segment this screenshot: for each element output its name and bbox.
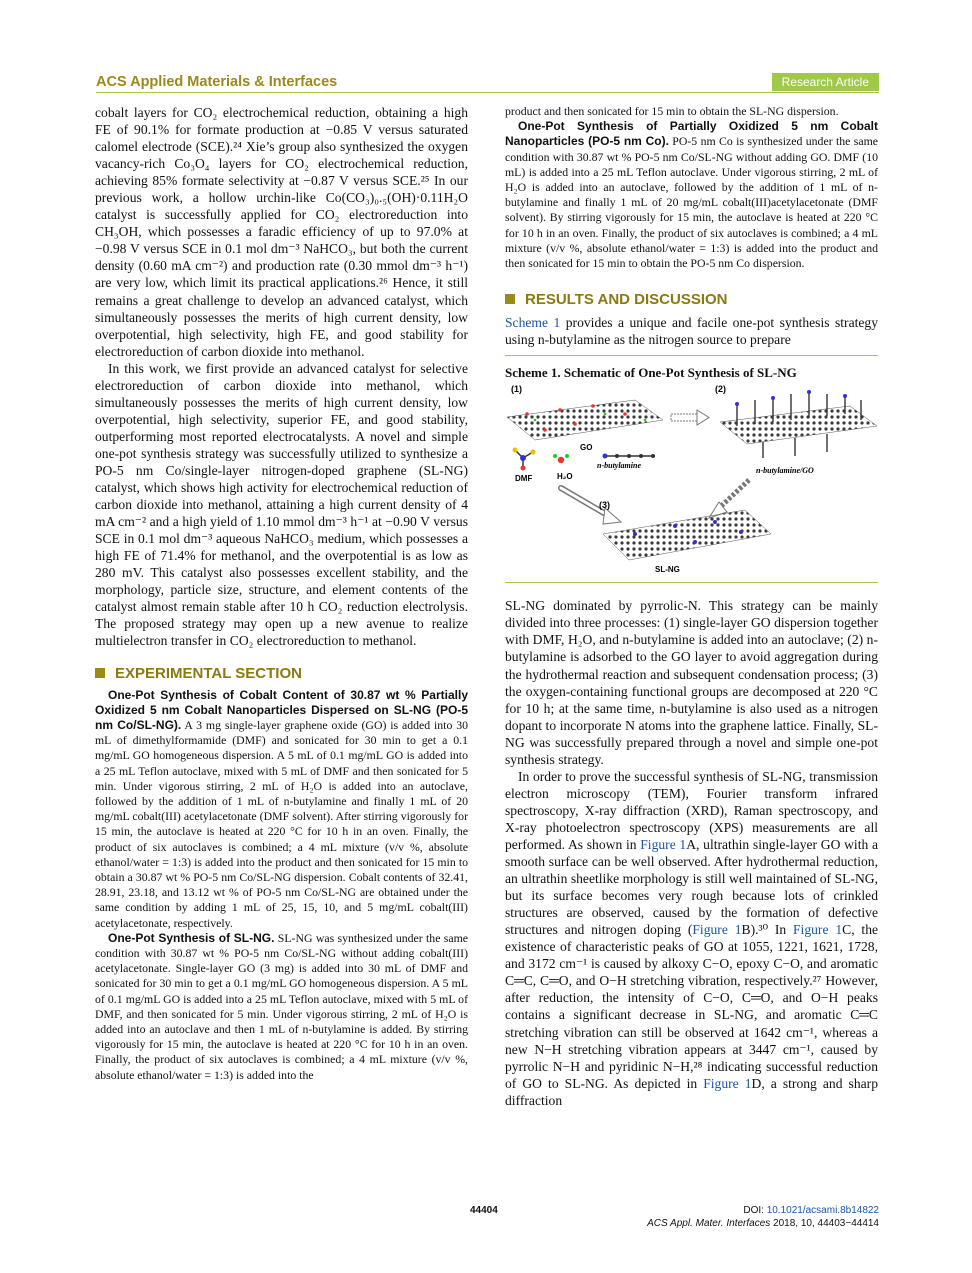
citation-journal: ACS Appl. Mater. Interfaces [647, 1218, 771, 1229]
scheme-caption: Scheme 1. Schematic of One-Pot Synthesis of SL-NG [505, 365, 797, 381]
scheme-link[interactable]: Scheme 1 [505, 315, 561, 331]
experimental-paragraph-3: One-Pot Synthesis of Partially Oxidized 5 nm Cobalt Nanoparticles (PO-5 nm Co). PO-5 nm Co is synthesized under the same condition with 30.87 wt % PO-5 nm Co/SL-NG without adding GO. DMF (10 mL) is added into a 25 mL Teflon autoclave. Under vigorous stirring, 2 mL of H₂O is added into an autoclave, followed by the addition of 1 mL of n-butylamine and finally 1 mL of 20 mg/mL cobalt(III)acetylacetonate (DMF solvent). By stirring vigorously for 15 min, the autoclave is heated at 220 °C for 10 h in an oven. Finally, the product of six autoclaves is combined; a 4 mL mixture (v/v %, absolute ethanol/water = 1:3) is added into the product and then sonicated for 15 min to obtain the PO-5 nm Co dispersion. [505, 119, 878, 271]
go-sheet [507, 400, 663, 440]
journal-title: ACS Applied Materials & Interfaces [96, 74, 338, 90]
doi-link[interactable]: 10.1021/acsami.8b14822 [766, 1205, 879, 1216]
results-paragraph-1: Scheme 1 provides a unique and facile one-pot synthesis strategy using n-butylamine as the nitrogen source to prepare [505, 315, 879, 348]
arrow-down-left-icon [561, 488, 621, 524]
arrow-right-icon [671, 410, 709, 425]
figure-link[interactable]: Figure 1 [692, 922, 742, 938]
figure-link[interactable]: Figure 1 [793, 922, 843, 938]
scheme-illustration [505, 384, 878, 579]
results-heading: RESULTS AND DISCUSSION [505, 291, 878, 308]
dmf-molecule [513, 448, 536, 471]
nbutylamine-go-label: n-butylamine/GO [756, 466, 814, 476]
results-paragraph-2: SL-NG dominated by pyrrolic-N. This strategy can be mainly divided into three processes: (1) single-layer GO dispersion together with DMF, H₂O, and n-butylamine is added into an autoclave; (2) n-butylamine is adsorbed to the GO layer to avoid aggregation during the hydrothermal reaction and subsequent condensation process; (3) the oxygen-containing functional groups are decomposed at 220 °C for 10 h; at the same time, n-butylamine is also used as a nitrogen dopant to incorporate N atoms into the graphene lattice. Finally, SL-NG was successfully prepared through a novel and simple one-pot synthesis strategy. [505, 598, 878, 767]
journal-header [96, 74, 879, 92]
scheme-1 [505, 355, 878, 583]
header-rule [96, 92, 879, 93]
section-square-icon [95, 668, 105, 678]
nbutylamine-label: n-butylamine [597, 461, 642, 471]
step-1-label: (1) [511, 384, 522, 395]
left-column [95, 104, 468, 1083]
run-in-title: One-Pot Synthesis of Partially Oxidized 5 nm Cobalt Nanoparticles (PO-5 nm Co). [505, 119, 878, 149]
figure-link[interactable]: Figure 1 [703, 1075, 752, 1091]
figure-link[interactable]: Figure 1 [640, 836, 687, 852]
step-2-label: (2) [715, 384, 726, 395]
page-number: 44404 [470, 1205, 498, 1216]
experimental-paragraph-1: One-Pot Synthesis of Cobalt Content of 30.87 wt % Partially Oxidized 5 nm Cobalt Nanoparticles Dispersed on SL-NG (PO-5 nm Co/SL-NG). A 3 mg single-layer graphene oxide (GO) is added into 30 mL of dimethylformamide (DMF) and sonicated for 30 min to get a 0.1 mg/mL GO homogeneous dispersion. A 5 mL of 0.1 mg/mL GO is added into a 25 mL Teflon autoclave, mixed with 5 mL of DMF and then sonicated for 5 min. Under vigorous stirring, 2 mL of H₂O is added into an autoclave, followed by the addition of 1 mL of n-butylamine and finally 1 mL of 20 mg/mL cobalt(III) acetylacetonate (DMF solvent). After stirring vigorously for 15 min, the autoclave is heated at 220 °C for 10 h in an oven. Finally, the product of six autoclaves is combined; a 4 mL mixture (v/v %, absolute ethanol/water = 1:3) is added into the product and then sonicated for 15 min to obtain a 30.87 wt % PO-5 nm Co/SL-NG dispersion. Cobalt contents of 32.41, 28.91, 23.18, and 13.12 wt % of PO-5 nm Co/SL-NG are obtained under the same condition by adding 1 mL of 25, 15, 10, and 5 mg/mL cobalt(III) acetylacetonate, respectively. [95, 687, 468, 930]
go-label: GO [580, 443, 593, 453]
article-type-badge: Research Article [772, 73, 879, 91]
run-in-title: One-Pot Synthesis of SL-NG. [108, 930, 275, 945]
h2o-molecule [553, 454, 569, 463]
footer-doi: DOI: 10.1021/acsami.8b14822 ACS Appl. Mater. Interfaces 2018, 10, 44403−44414 [647, 1205, 879, 1229]
dmf-label: DMF [515, 474, 533, 484]
run-in-title: One-Pot Synthesis of Cobalt Content of 30.87 wt % Partially Oxidized 5 nm Cobalt Nanoparticles Dispersed on SL-NG (PO-5 nm Co/SL-NG). [95, 687, 468, 732]
right-column [505, 104, 878, 1109]
citation-details: 2018, 10, 44403−44414 [770, 1218, 879, 1229]
slng-sheet [603, 510, 771, 560]
section-square-icon [505, 294, 515, 304]
nbutylamine-molecule [603, 454, 656, 459]
experimental-continued: product and then sonicated for 15 min to obtain the SL-NG dispersion. [505, 104, 839, 118]
experimental-paragraph-2: One-Pot Synthesis of SL-NG. SL-NG was synthesized under the same condition with 30.87 wt % PO-5 nm Co/SL-NG without adding cobalt(III) acetylacetonate. Single-layer GO (3 mg) is added into 30 mL of DMF and sonicated for 30 min to get a 0.1 mg/mL GO homogeneous dispersion. A 5 mL of 0.1 mg/mL GO is added into a 25 mL Teflon autoclave, mixed with 5 mL of DMF, and then sonicated for 5 min. Under vigorous stirring, 2 mL of H₂O is added into an autoclave and then 1 mL of n-butylamine is added. By stirring vigorously for 15 min, the autoclave is heated at 220 °C for 10 h in an oven. Finally, the product of six autoclaves is combined; a 4 mL mixture (v/v %, absolute ethanol/water = 1:3) is added into the [95, 930, 468, 1082]
h2o-label: H₂O [557, 472, 573, 482]
nbutylamine-go-sheet [720, 406, 877, 444]
intro-paragraph-2: In this work, we first provide an advanced catalyst for selective electroreduction of carbon dioxide into methanol, which simultaneously possesses the merits of high current density, low overpotential, high selectivity, superior FE, and good stability, outperforming most reported electrocatalysts. A novel and simple one-pot synthesis strategy was successfully utilized to synthesize a PO-5 nm Co/single-layer nitrogen-doped graphene (SL-NG) catalyst, which shows high activity for electrochemical reduction of carbon dioxide into methanol, attaining a high current density of 4 mA cm⁻² and a high yield of 1.10 mmol dm⁻³ h⁻¹ at −0.90 V versus SCE in 0.1 mol dm⁻³ aqueous NaHCO₃ medium, which possesses a high FE of 71.4% for methanol, and the overpotential is as low as 280 mV. This catalyst also possesses excellent stability, and the morphology, particle size, structure, and element contents of the catalyst almost remain stable after 10 h CO₂ reduction electrolysis. The proposed strategy may open up a new avenue to realize multielectron transfer in CO₂ electroreduction to methanol. [95, 360, 468, 649]
results-paragraph-3: In order to prove the successful synthesis of SL-NG, transmission electron microscopy (TEM), Fourier transform infrared spectroscopy, X-ray diffraction (XRD), Raman spectroscopy, and X-ray photoelectron spectroscopy (XPS) measurements are all performed. As shown in Figure 1A, ultrathin single-layer GO with a smooth surface can be well observed. After hydrothermal reduction, an ultrathin sheetlike morphology is still well maintained of SL-NG, but its surface becomes very rough because lots of crinkled structures are observed, caused by the formation of defective structures and nitrogen doping (Figure 1B).³⁰ In Figure 1C, the existence of characteristic peaks of GO at 1055, 1221, 1621, 1728, and 3172 cm⁻¹ is caused by alkoxy C−O, epoxy C−O, and aromatic C═C, C═O, and O−H stretching vibration, respectively.²⁷ However, after reduction, the intensity of C−O, C═O, and O−H peaks contains a significant decrease in SL-NG, and aromatic C═C stretching vibration can still be observed at 1642 cm⁻¹, whereas a new N−H stretching vibration appears at 3447 cm⁻¹, caused by pyrrolic N−H and pyridinic N−H,²⁸ indicating successful reduction of GO to SL-NG. As depicted in Figure 1D, a strong and sharp diffraction [505, 768, 879, 1108]
step-3-label: (3) [599, 500, 610, 511]
intro-paragraph-1: cobalt layers for CO₂ electrochemical reduction, obtaining a high FE of 90.1% for formate production at −0.85 V versus saturated calomel electrode (SCE).²⁴ Xie’s group also synthesized the oxygen vacancy-rich Co₃O₄ layers for CO₂ electrochemical reduction, achieving 85% formate selectivity at −0.87 V versus SCE.²⁵ In our previous work, a hollow urchin-like Co(CO₃)₀.₅(OH)·0.11H₂O catalyst is successfully applied for CO₂ electroreduction into CH₃OH, which possesses a faradic efficiency of up to 97.0% at −0.98 V versus SCE in 0.1 mol dm⁻³ NaHCO₃, but both the current density (0.60 mA cm⁻²) and production rate (0.30 mmol dm⁻³ h⁻¹) are very low, which limit its practical applications.²⁶ Hence, it still remains a great challenge to develop an advanced catalyst, which simultaneously possesses the merits of high current density, low overpotential, high selectivity, high FE, and good stability for electroreduction of carbon dioxide into methanol. [95, 105, 468, 359]
slng-label: SL-NG [655, 565, 680, 575]
experimental-heading: EXPERIMENTAL SECTION [95, 665, 468, 682]
